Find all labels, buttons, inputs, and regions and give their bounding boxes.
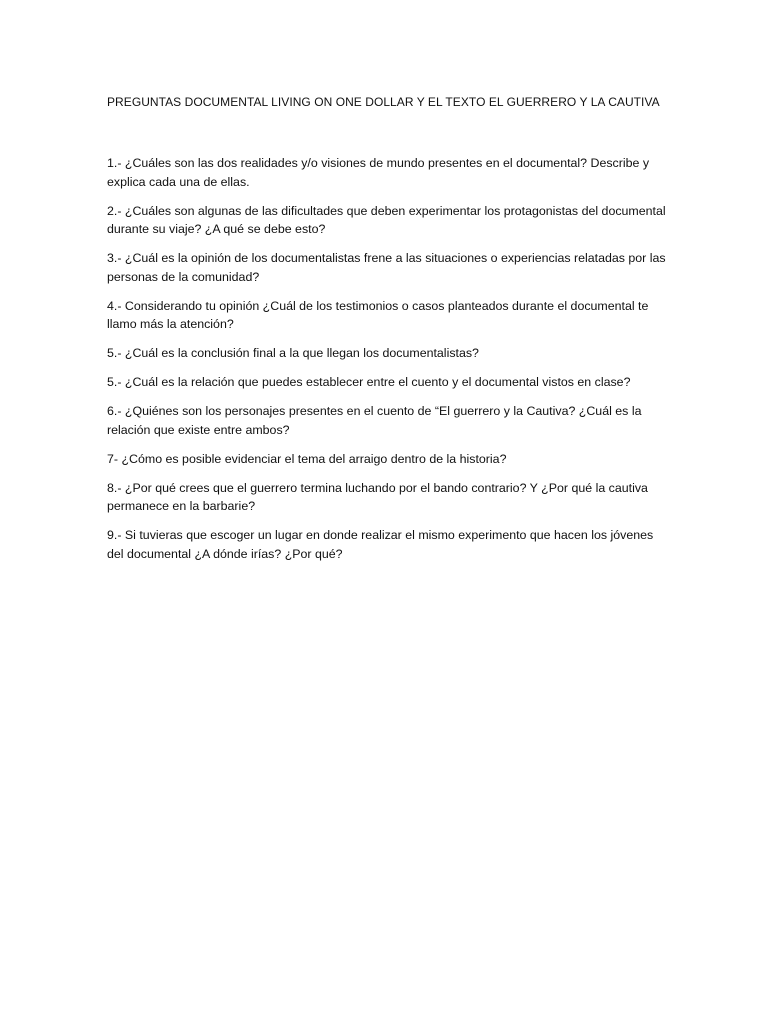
question-5: 5.- ¿Cuál es la conclusión final a la que llegan los documentalistas? bbox=[107, 346, 479, 360]
question-6: 6.- ¿Quiénes son los personajes presentes en el cuento de “El guerrero y la Cautiva? ¿Cuál es la relación que existe entre ambos? bbox=[107, 404, 642, 437]
question-1: 1.- ¿Cuáles son las dos realidades y/o visiones de mundo presentes en el documental? Describe y explica cada una de ellas. bbox=[107, 156, 650, 189]
question-5b: 5.- ¿Cuál es la relación que puedes establecer entre el cuento y el documental vistos en clase? bbox=[107, 375, 631, 389]
question-8: 8.- ¿Por qué crees que el guerrero termina luchando por el bando contrario? Y ¿Por qué la cautiva permanece en la barbarie? bbox=[107, 480, 648, 513]
document-content bbox=[107, 94, 667, 574]
question-4: 4.- Considerando tu opinión ¿Cuál de los testimonios o casos planteados durante el documental te llamo más la atención? bbox=[107, 298, 649, 331]
question-3: 3.- ¿Cuál es la opinión de los documentalistas frene a las situaciones o experiencias relatadas por las personas de la comunidad? bbox=[107, 251, 666, 284]
document-title: PREGUNTAS DOCUMENTAL LIVING ON ONE DOLLAR Y EL TEXTO EL GUERRERO Y LA CAUTIVA bbox=[107, 95, 660, 109]
question-7: 7- ¿Cómo es posible evidenciar el tema del arraigo dentro de la historia? bbox=[107, 451, 507, 466]
question-2: 2.- ¿Cuáles son algunas de las dificultades que deben experimentar los protagonistas del documental durante su viaje? ¿A qué se debe esto? bbox=[107, 203, 666, 236]
question-9: 9.- Si tuvieras que escoger un lugar en donde realizar el mismo experimento que hacen los jóvenes del documental ¿A dónde irías? ¿Por qué? bbox=[107, 528, 654, 561]
